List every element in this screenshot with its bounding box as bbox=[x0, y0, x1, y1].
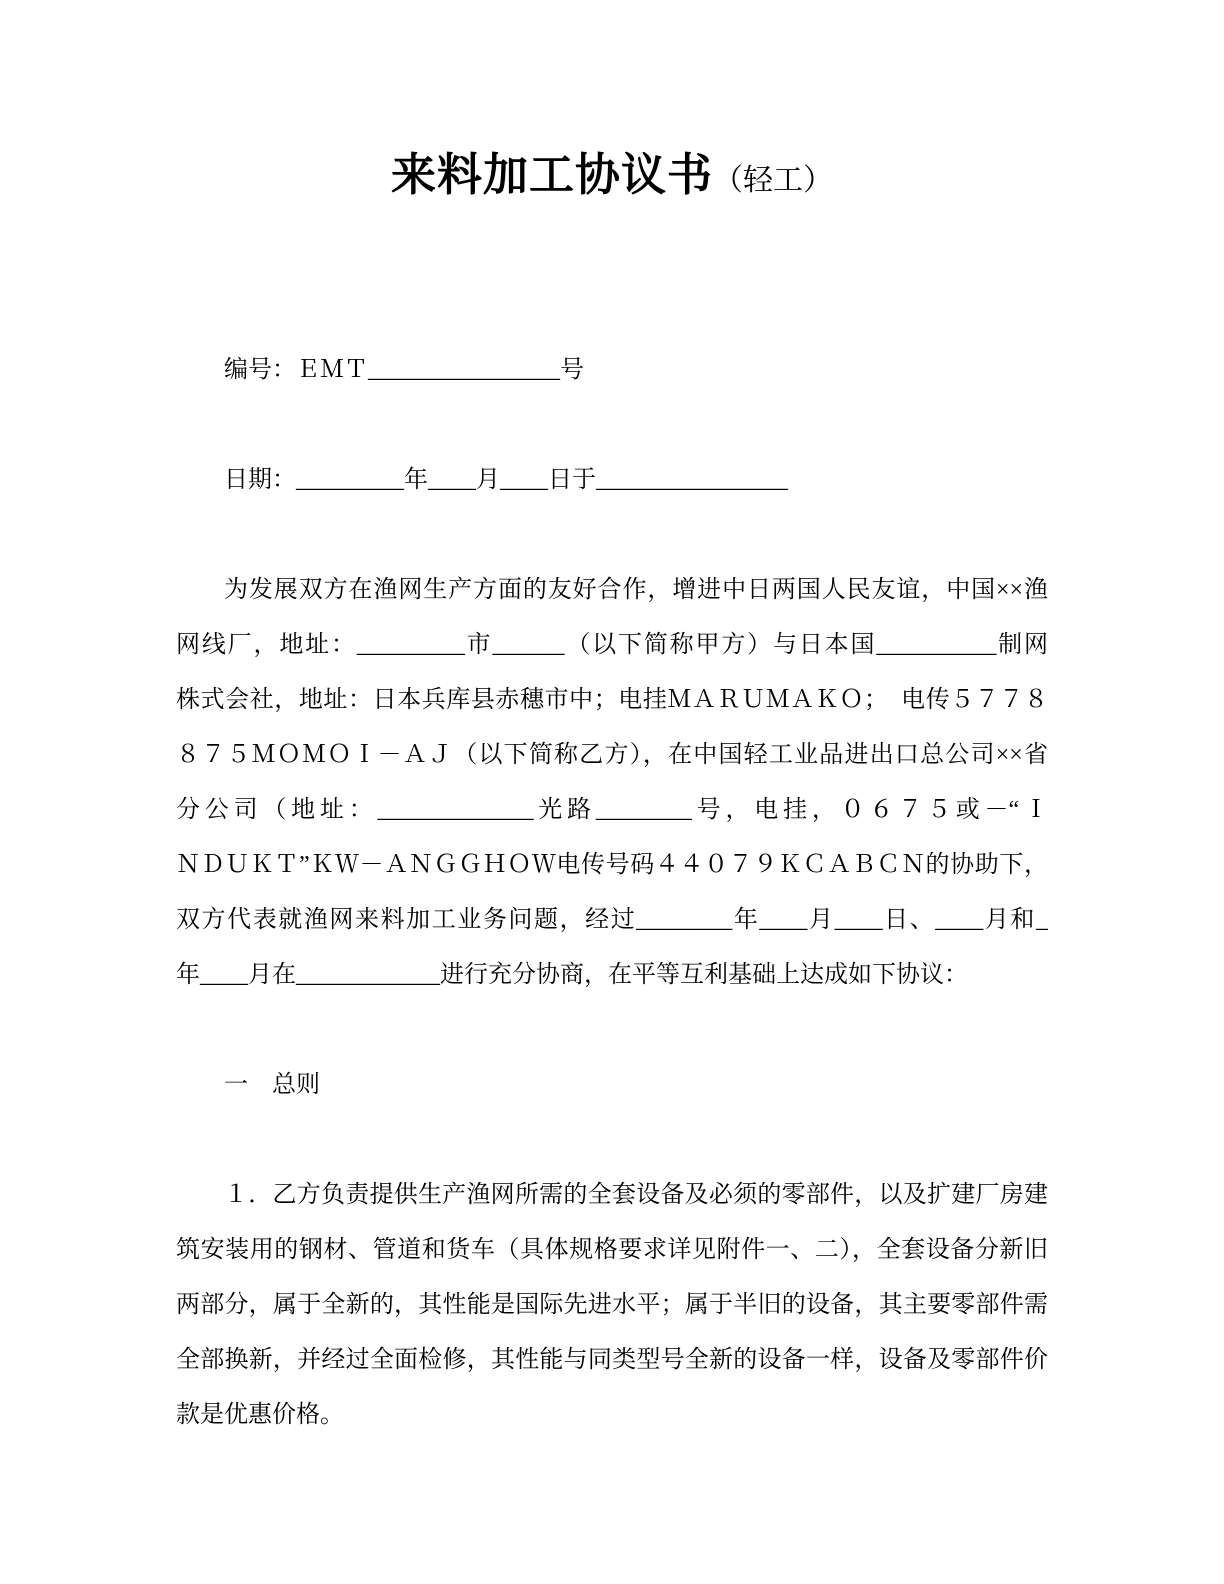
document-line: 株式会社，地址：日本兵库县赤穗市中；电挂ＭＡＲＵＭＡＫＯ； 电传５７７８ bbox=[176, 687, 1048, 713]
document-line: １．乙方负责提供生产渔网所需的全套设备及必须的零部件，以及扩建厂房建 bbox=[224, 1182, 1048, 1208]
document-line: 网线厂，地址：_________市______（以下简称甲方）与日本国__________制网 bbox=[176, 632, 1048, 658]
title-paren-text: （轻工） bbox=[713, 164, 833, 197]
document-line: 日期：_________年____月____日于________________ bbox=[224, 467, 788, 493]
document-line: ＮＤＵＫＴ”ＫＷ－ＡＮＧＧＨＯＷ电传号码４４０７９ＫＣＡＢＣＮ的协助下， bbox=[176, 852, 1048, 878]
document-line: 为发展双方在渔网生产方面的友好合作，增进中日两国人民友谊，中国××渔 bbox=[224, 577, 1048, 603]
document-line: 分公司（地址：_____________光路________号，电挂，０６７５或－“Ｉ bbox=[176, 797, 1048, 823]
document-line: 双方代表就渔网来料加工业务问题，经过________年____月____日、____月和_ bbox=[176, 907, 1048, 933]
document-line: 年____月在____________进行充分协商，在平等互利基础上达成如下协议： bbox=[176, 962, 968, 988]
document-body bbox=[176, 343, 1048, 1443]
title-main-text: 来料加工协议书 bbox=[390, 149, 713, 200]
document-line: ８７５ＭＯＭＯＩ－ＡＪ（以下简称乙方），在中国轻工业品进出口总公司××省 bbox=[176, 742, 1048, 768]
document-line: 筑安装用的钢材、管道和货车（具体规格要求详见附件一、二），全套设备分新旧 bbox=[176, 1237, 1048, 1263]
document-line: 编号：ＥＭＴ________________号 bbox=[224, 357, 584, 383]
page-title bbox=[0, 0, 1224, 203]
document-line: 一 总则 bbox=[224, 1072, 320, 1098]
document-line: 全部换新，并经过全面检修，其性能与同类型号全新的设备一样，设备及零部件价 bbox=[176, 1347, 1048, 1373]
document-line: 款是优惠价格。 bbox=[176, 1402, 344, 1428]
document-line: 两部分，属于全新的，其性能是国际先进水平；属于半旧的设备，其主要零部件需 bbox=[176, 1292, 1048, 1318]
